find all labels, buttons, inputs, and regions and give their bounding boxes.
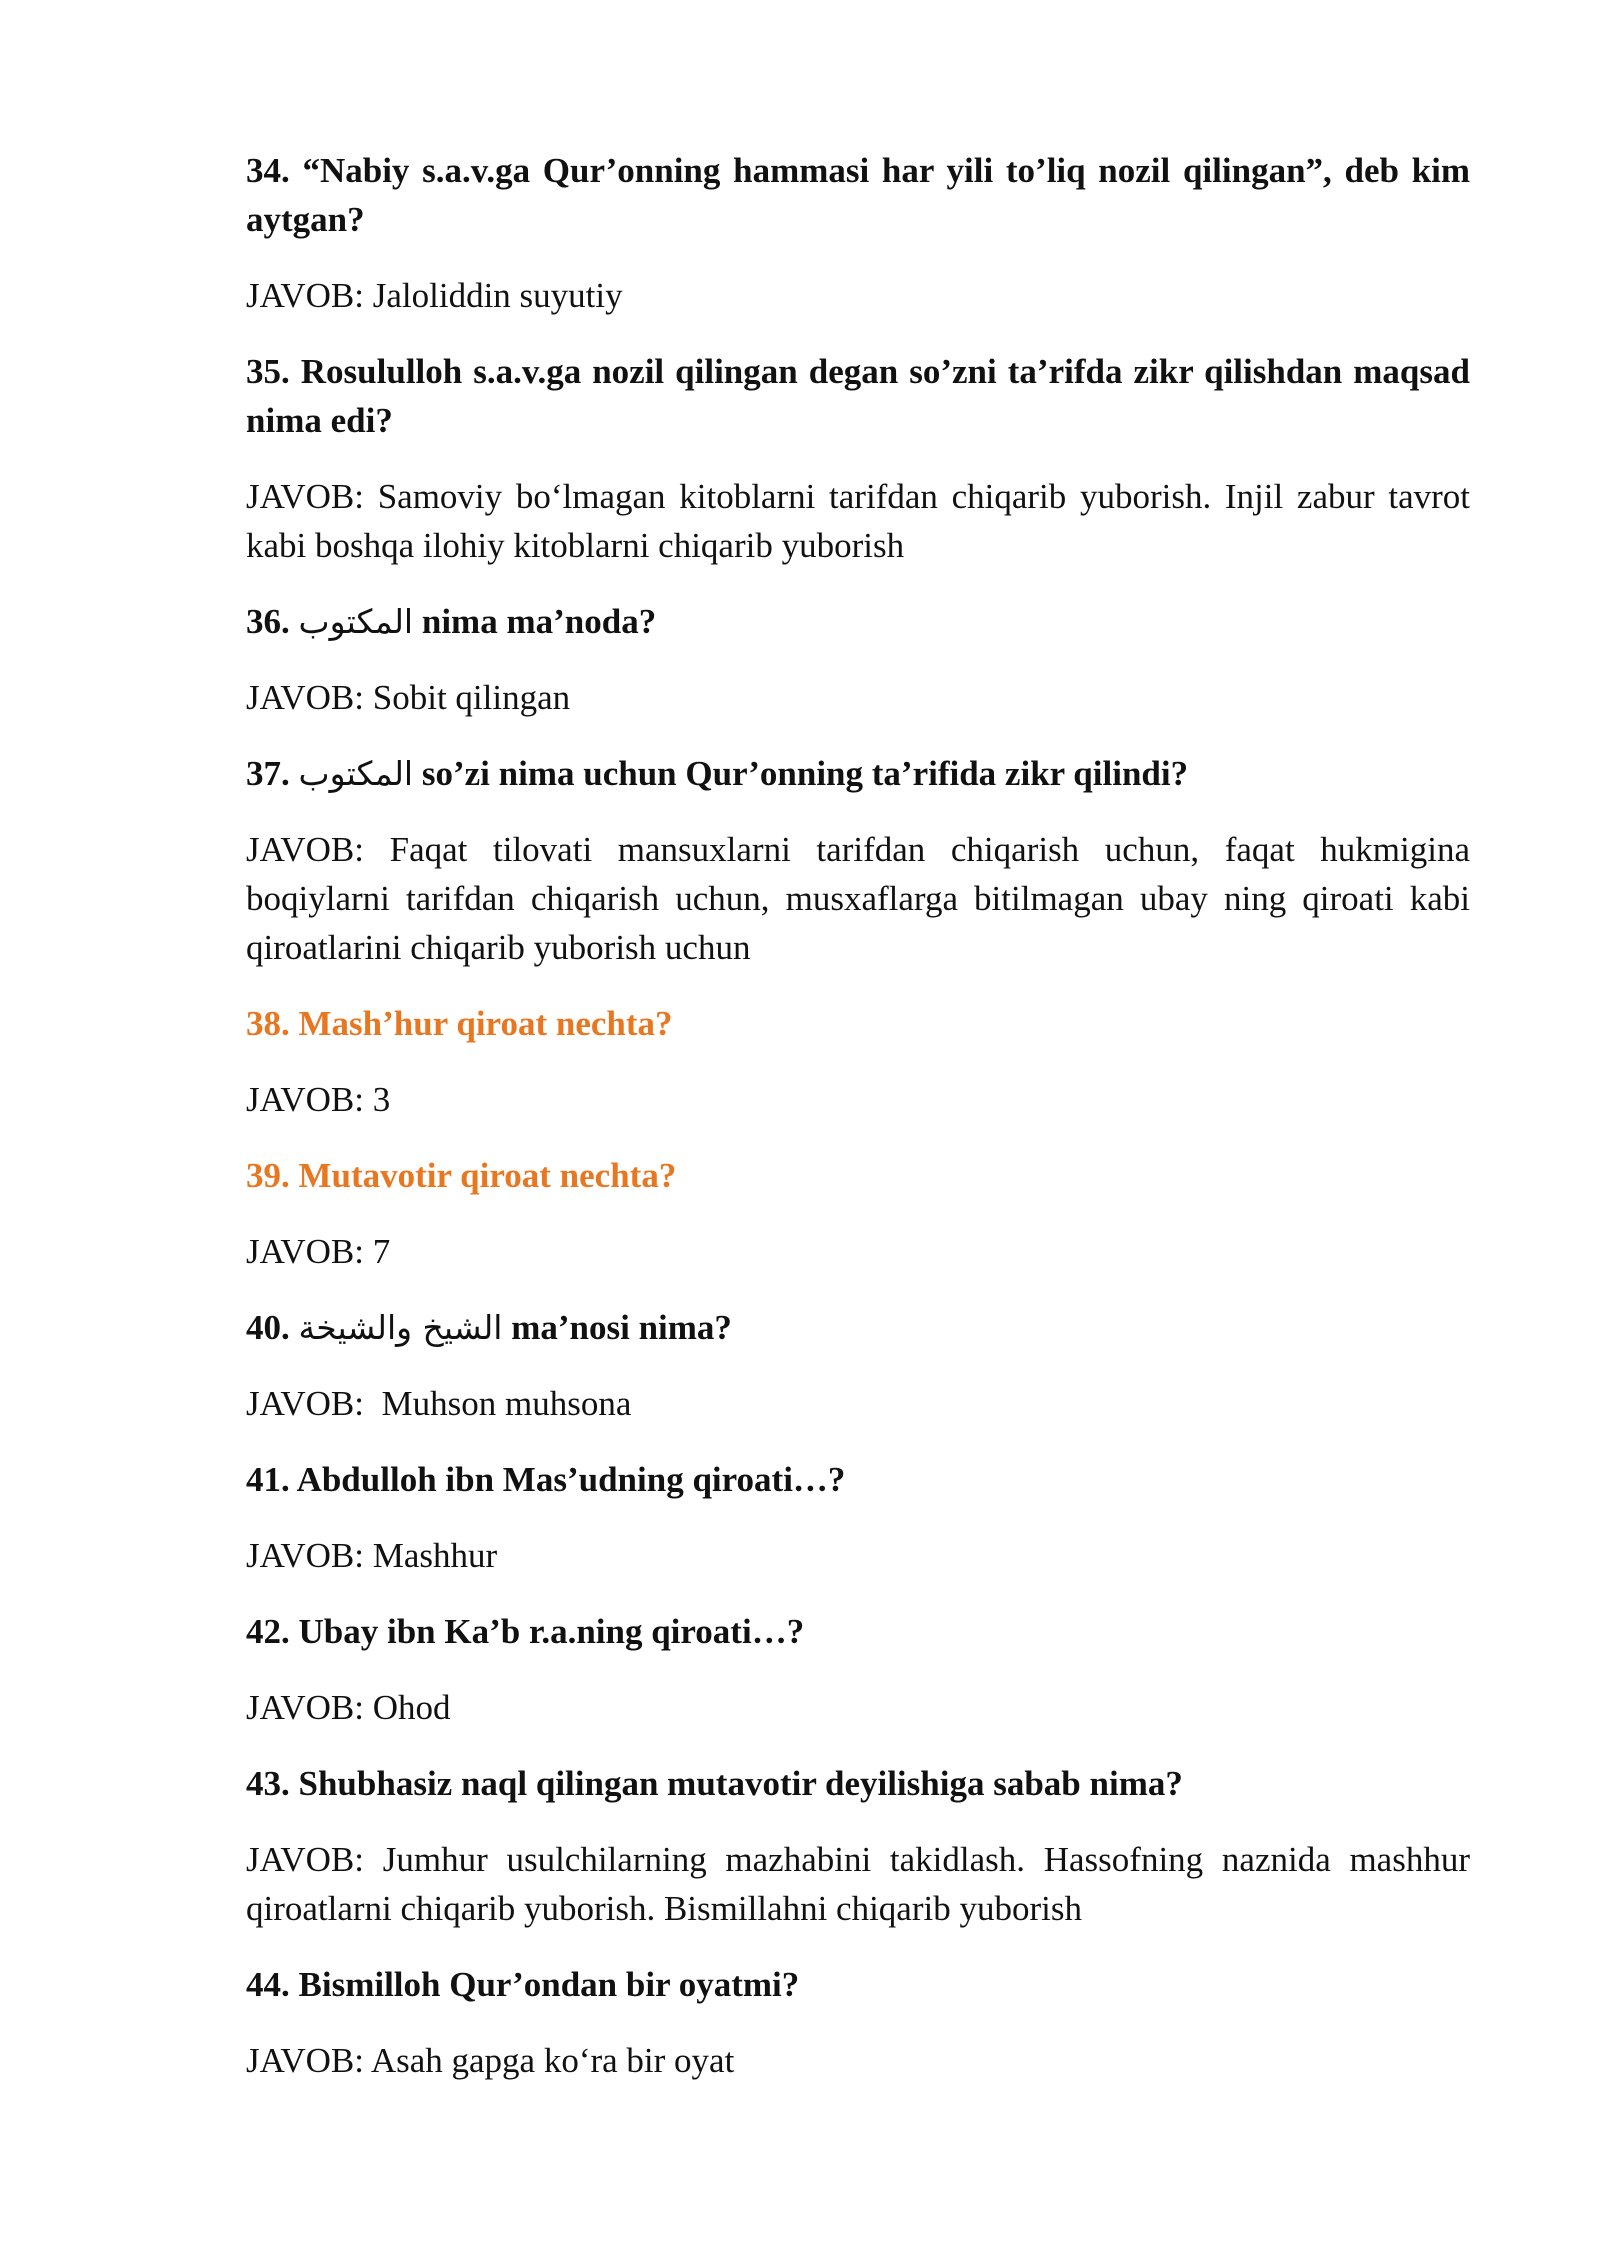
- answer-36: JAVOB: Sobit qilingan: [246, 678, 571, 717]
- qa-item-36: [246, 597, 1470, 722]
- answer-37: JAVOB: Faqat tilovati mansuxlarni tarifdan chiqarish uchun, faqat hukmigina boqiylarni tarifdan chiqarish uchun, musxaflarga bitilmagan ubay ning qiroati kabi qiroatlarini chiqarib yuborish uchun: [246, 830, 1470, 967]
- question-36-arabic-term: المكتوب: [298, 602, 414, 641]
- qa-item-37: [246, 749, 1470, 972]
- qa-item-44: [246, 1960, 1470, 2085]
- question-43: 43. Shubhasiz naql qilingan mutavotir deyilishiga sabab nima?: [246, 1764, 1183, 1803]
- question-40-number: 40.: [246, 1308, 290, 1347]
- question-39: 39. Mutavotir qiroat nechta?: [246, 1156, 677, 1195]
- qa-item-38: [246, 999, 1470, 1124]
- question-37: [246, 749, 1470, 798]
- question-40-text: ma’nosi nima?: [511, 1308, 732, 1347]
- answer-39: JAVOB: 7: [246, 1232, 391, 1271]
- answer-38: JAVOB: 3: [246, 1080, 391, 1119]
- question-40-arabic-term: الشيخ والشيخة: [298, 1308, 503, 1347]
- qa-item-35: [246, 347, 1470, 570]
- question-40: [246, 1303, 1470, 1352]
- answer-44: JAVOB: Asah gapga ko‘ra bir oyat: [246, 2041, 735, 2080]
- question-44: 44. Bismilloh Qur’ondan bir oyatmi?: [246, 1965, 800, 2004]
- qa-list: [246, 146, 1470, 2112]
- answer-42: JAVOB: Ohod: [246, 1688, 451, 1727]
- answer-35: JAVOB: Samoviy bo‘lmagan kitoblarni tarifdan chiqarib yuborish. Injil zabur tavrot kabi boshqa ilohiy kitoblarni chiqarib yuborish: [246, 477, 1470, 565]
- answer-43: JAVOB: Jumhur usulchilarning mazhabini takidlash. Hassofning naznida mashhur qiroatlarni chiqarib yuborish. Bismillahni chiqarib yuborish: [246, 1840, 1470, 1928]
- qa-item-39: [246, 1151, 1470, 1276]
- qa-item-41: [246, 1455, 1470, 1580]
- question-42: 42. Ubay ibn Ka’b r.a.ning qiroati…?: [246, 1612, 805, 1651]
- question-37-number: 37.: [246, 754, 290, 793]
- answer-40: JAVOB: Muhson muhsona: [246, 1384, 632, 1423]
- question-37-text: so’zi nima uchun Qur’onning ta’rifida zikr qilindi?: [421, 754, 1189, 793]
- question-37-arabic-term: المكتوب: [298, 754, 414, 793]
- answer-41: JAVOB: Mashhur: [246, 1536, 498, 1575]
- qa-item-43: [246, 1759, 1470, 1933]
- answer-34: JAVOB: Jaloliddin suyutiy: [246, 276, 623, 315]
- question-41: 41. Abdulloh ibn Mas’udning qiroati…?: [246, 1460, 846, 1499]
- question-36: [246, 597, 1470, 646]
- question-38: 38. Mash’hur qiroat nechta?: [246, 1004, 673, 1043]
- qa-item-40: [246, 1303, 1470, 1428]
- qa-item-42: [246, 1607, 1470, 1732]
- question-36-text: nima ma’noda?: [421, 602, 657, 641]
- question-36-number: 36.: [246, 602, 290, 641]
- question-34: 34. “Nabiy s.a.v.ga Qur’onning hammasi har yili to’liq nozil qilingan”, deb kim aytgan?: [246, 151, 1470, 239]
- qa-item-34: [246, 146, 1470, 320]
- question-35: 35. Rosululloh s.a.v.ga nozil qilingan degan so’zni ta’rifda zikr qilishdan maqsad nima edi?: [246, 352, 1470, 440]
